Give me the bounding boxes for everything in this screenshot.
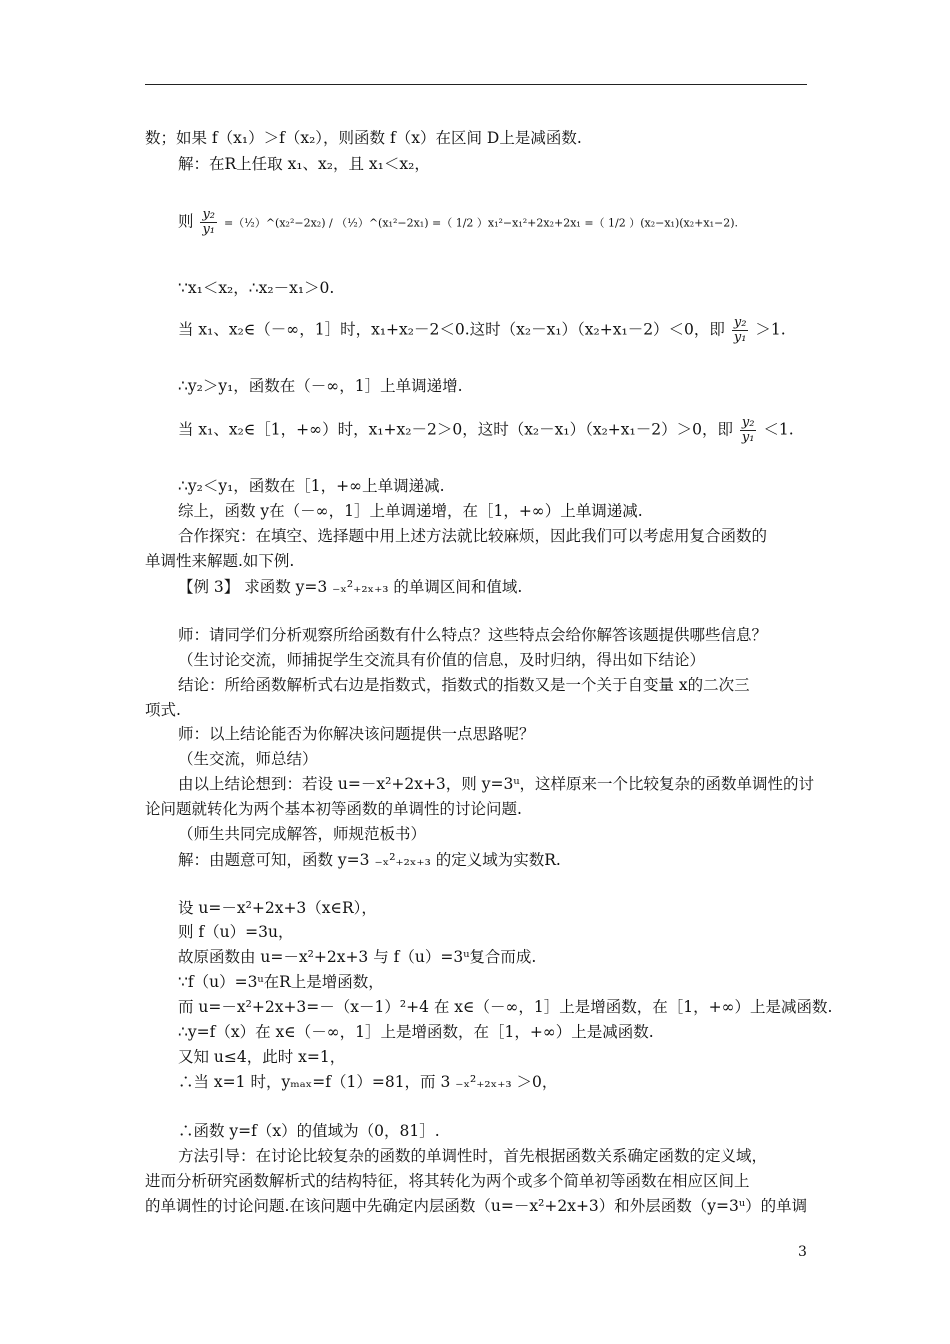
fraction-numerator: y₂ [202, 207, 216, 222]
text-line: 项式. [145, 701, 181, 719]
text-line: （师生共同完成解答，师规范板书） [178, 825, 427, 843]
text-line: 进而分析研究函数解析式的结构特征，将其转化为两个或多个简单初等函数在相应区间上 [145, 1172, 750, 1190]
text-line: 师：请同学们分析观察所给函数有什么特点？这些特点会给你解答该题提供哪些信息？ [178, 626, 768, 644]
text-line: 结论：所给函数解析式右边是指数式，指数式的指数又是一个关于自变量 x的二次三 [178, 676, 750, 694]
fraction [732, 316, 749, 345]
text-line: ∴当 x=1 时，yₘₐₓ=f（1）=81，而 3 ₋ₓ²₊₂ₓ₊₃ ＞0， [178, 1073, 558, 1091]
header-rule [145, 84, 807, 85]
fraction-denominator: y₁ [733, 330, 747, 345]
text-line: 单调性来解题.如下例. [145, 552, 295, 570]
text-line: 设 u=－x²+2x+3（x∈R）， [178, 899, 377, 917]
text-line [178, 316, 786, 345]
text-line: 故原函数由 u=－x²+2x+3 与 f（u）=3ᵘ复合而成. [178, 948, 537, 966]
text-line: 解：在R上任取 x₁、x₂，且 x₁＜x₂， [178, 155, 430, 173]
text-line: ∴函数 y=f（x）的值域为（0，81］. [178, 1122, 440, 1140]
text-line: ∴y₂＞y₁，函数在（－∞，1］上单调递增. [178, 377, 463, 395]
text-segment: ＞1. [755, 320, 786, 339]
text-line: 由以上结论想到：若设 u=－x²+2x+3，则 y=3ᵘ，这样原来一个比较复杂的函数单调性的讨 [178, 775, 815, 793]
text-line: 解：由题意可知，函数 y=3 ₋ₓ²₊₂ₓ₊₃ 的定义域为实数R. [178, 851, 561, 869]
text-line: 则 f（u）=3u， [178, 923, 294, 941]
text-line: 【例 3】 求函数 y=3 ₋ₓ²₊₂ₓ₊₃ 的单调区间和值域. [178, 578, 523, 596]
fraction-denominator: y₁ [202, 222, 216, 237]
text-segment: ＜1. [763, 420, 794, 439]
text-line: ∴y=f（x）在 x∈（－∞，1］上是增函数，在［1，+∞）上是减函数. [178, 1023, 654, 1041]
text-line: 论问题就转化为两个基本初等函数的单调性的讨论问题. [145, 800, 522, 818]
text-line: 数；如果 f（x₁）＞f（x₂），则函数 f（x）在区间 D上是减函数. [145, 129, 582, 147]
fraction [740, 416, 757, 445]
formula-expression: =（½）^(x₂²−2x₂) / （½）^(x₁²−2x₁) =（ 1/2 ）x₁²−x₁²+2x₂+2x₁ =（ 1/2 ）(x₂−x₁)(x₂+x₁−2). [223, 216, 738, 230]
text-line: 而 u=－x²+2x+3=－（x－1）²+4 在 x∈（－∞，1］上是增函数，在［1，+∞）上是减函数. [178, 998, 833, 1016]
text-line: （生交流，师总结） [178, 750, 318, 768]
text-line [178, 416, 794, 445]
formula-line [178, 208, 738, 237]
formula-prefix: 则 [178, 212, 194, 231]
text-line: 合作探究：在填空、选择题中用上述方法就比较麻烦，因此我们可以考虑用复合函数的 [178, 527, 768, 545]
text-line: 方法引导：在讨论比较复杂的函数的单调性时，首先根据函数关系确定函数的定义域， [178, 1147, 768, 1165]
fraction-numerator: y₂ [733, 315, 747, 330]
text-line: ∵f（u）=3ᵘ在R上是增函数， [178, 973, 384, 991]
fraction-numerator: y₂ [741, 415, 755, 430]
fraction [200, 208, 217, 237]
text-line: ∵x₁＜x₂，∴x₂－x₁＞0. [178, 279, 335, 297]
text-segment: 当 x₁、x₂∈［1，+∞）时，x₁+x₂－2＞0，这时（x₂－x₁）（x₂+x₁－2）＞0，即 [178, 420, 733, 439]
text-line: 师：以上结论能否为你解决该问题提供一点思路呢？ [178, 725, 535, 743]
fraction-denominator: y₁ [741, 430, 755, 445]
text-line: 综上，函数 y在（－∞，1］上单调递增，在［1，+∞）上单调递减. [178, 502, 643, 520]
text-line: 又知 u≤4，此时 x=1， [178, 1048, 346, 1066]
text-line: （生讨论交流，师捕捉学生交流具有价值的信息，及时归纳，得出如下结论） [178, 651, 706, 669]
text-line: 的单调性的讨论问题.在该问题中先确定内层函数（u=－x²+2x+3）和外层函数（y=3ᵘ）的单调 [145, 1197, 808, 1215]
page-number: 3 [798, 1244, 807, 1260]
text-line: ∴y₂＜y₁，函数在［1，+∞上单调递减. [178, 477, 445, 495]
text-segment: 当 x₁、x₂∈（－∞，1］时，x₁+x₂－2＜0.这时（x₂－x₁）（x₂+x₁－2）＜0，即 [178, 320, 725, 339]
